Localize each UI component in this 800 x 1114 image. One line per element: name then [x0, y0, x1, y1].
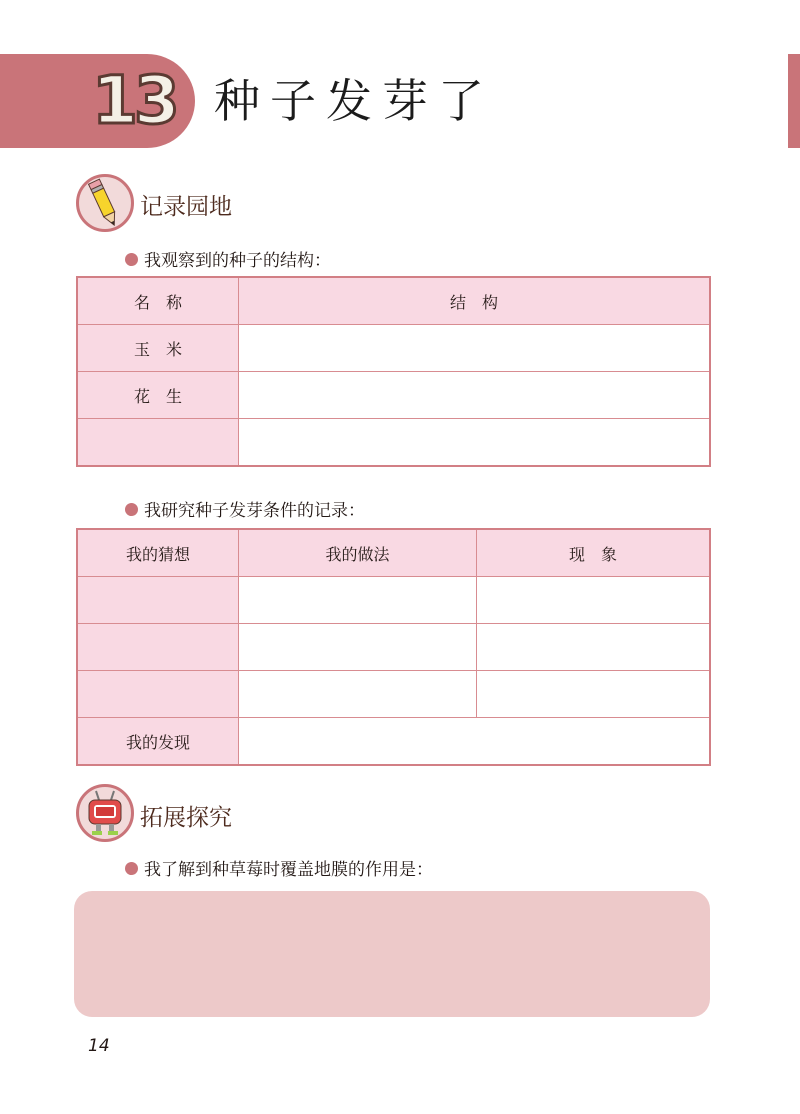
table-row: [77, 577, 710, 624]
pencil-icon: [76, 174, 134, 232]
structure-prompt: [125, 246, 331, 271]
table-row: [77, 718, 710, 766]
table-row: [77, 419, 710, 467]
robot-icon: [76, 784, 134, 842]
finding-label: 我的发现: [77, 718, 239, 766]
page-title: 种子发芽了: [214, 74, 494, 128]
table-cell-input[interactable]: [477, 671, 711, 718]
table-row: [77, 372, 710, 419]
page-number: 14: [88, 1036, 110, 1056]
table-row: [77, 325, 710, 372]
explore-prompt: [125, 855, 433, 880]
table-cell-input[interactable]: [77, 671, 239, 718]
table-row: [77, 624, 710, 671]
table-header: 我的猜想: [77, 529, 239, 577]
table-header: 我的做法: [239, 529, 477, 577]
table-cell-input[interactable]: [77, 624, 239, 671]
finding-input[interactable]: [239, 718, 711, 766]
structure-prompt-text: 我观察到的种子的结构：: [144, 251, 331, 271]
table-cell-input[interactable]: [239, 577, 477, 624]
table-cell: 花 生: [77, 372, 239, 419]
table-header: 名 称: [77, 277, 239, 325]
table-row: [77, 671, 710, 718]
table-cell-input[interactable]: [77, 577, 239, 624]
table-cell-input[interactable]: [477, 577, 711, 624]
table-header: 结 构: [239, 277, 711, 325]
table-cell-input[interactable]: [239, 325, 711, 372]
bullet-dot: [125, 862, 138, 875]
bullet-dot: [125, 253, 138, 266]
explore-prompt-text: 我了解到种草莓时覆盖地膜的作用是：: [144, 860, 433, 880]
germination-table: [76, 528, 711, 766]
section-title-explore: 拓展探究: [140, 805, 232, 831]
structure-table: [76, 276, 711, 467]
answer-box[interactable]: [74, 891, 710, 1017]
section-title-record: 记录园地: [140, 194, 232, 220]
table-cell-input[interactable]: [239, 671, 477, 718]
edge-tab: [788, 54, 800, 148]
germination-prompt-text: 我研究种子发芽条件的记录：: [144, 501, 365, 521]
table-cell[interactable]: [77, 419, 239, 467]
table-cell-input[interactable]: [239, 419, 711, 467]
table-cell-input[interactable]: [477, 624, 711, 671]
table-cell-input[interactable]: [239, 624, 477, 671]
table-cell-input[interactable]: [239, 372, 711, 419]
bullet-dot: [125, 503, 138, 516]
table-header: 现 象: [477, 529, 711, 577]
germination-prompt: [125, 496, 365, 521]
table-cell: 玉 米: [77, 325, 239, 372]
lesson-number: 13: [92, 62, 176, 139]
